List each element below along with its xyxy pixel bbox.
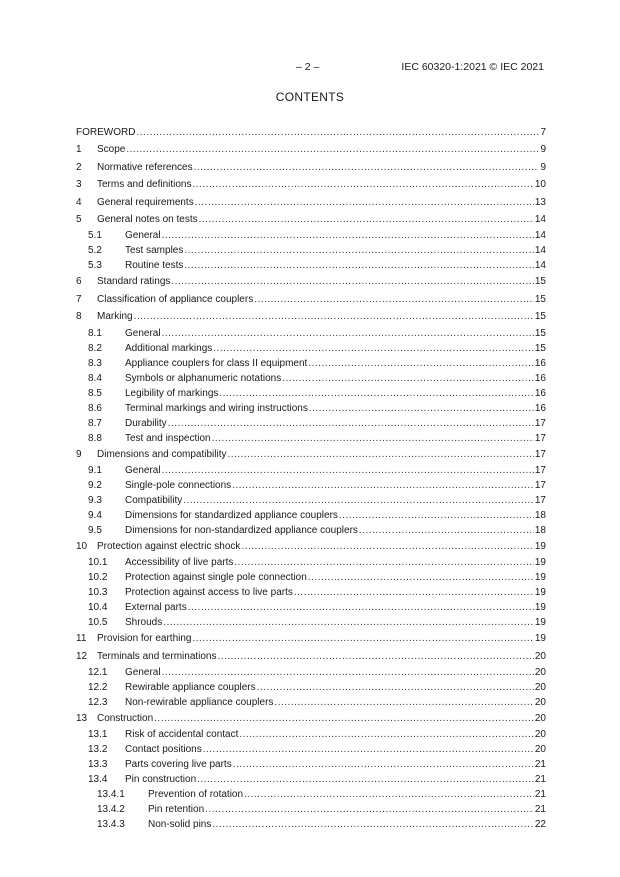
toc-entry-label: General: [125, 667, 161, 679]
toc-entry[interactable]: [76, 665, 546, 680]
toc-entry[interactable]: [76, 508, 546, 523]
toc-entry-page: 14: [534, 230, 546, 242]
toc-leader-dots: [184, 258, 534, 273]
toc-entry-label: Terms and definitions: [97, 179, 192, 191]
toc-leader-dots: [162, 463, 534, 478]
toc-entry-label: Accessibility of live parts: [125, 557, 234, 569]
toc-leader-dots: [183, 493, 534, 508]
toc-entry-number: 10.3: [88, 587, 108, 599]
toc-entry-number: 8.4: [88, 372, 102, 384]
toc-leader-dots: [309, 401, 534, 416]
toc-entry-number: 12.1: [88, 667, 108, 679]
toc-entry[interactable]: [76, 401, 546, 416]
toc-entry-page: 15: [534, 311, 546, 323]
toc-entry[interactable]: [76, 538, 546, 555]
toc-entry[interactable]: [76, 695, 546, 710]
toc-leader-dots: [184, 243, 534, 258]
toc-entry[interactable]: [76, 630, 546, 647]
toc-entry[interactable]: [76, 680, 546, 695]
toc-leader-dots: [218, 648, 534, 665]
toc-entry-page: 20: [534, 667, 546, 679]
toc-leader-dots: [282, 371, 534, 386]
toc-entry-label: Dimensions and compatibility: [97, 448, 227, 460]
toc-entry-label: Risk of accidental contact: [125, 729, 239, 741]
toc-entry-page: 15: [534, 327, 546, 339]
toc-entry-page: 15: [534, 342, 546, 354]
toc-entry-number: 8.2: [88, 342, 102, 354]
toc-entry-number: 11: [76, 633, 87, 645]
toc-entry-page: 14: [534, 260, 546, 272]
toc-entry[interactable]: [76, 772, 546, 787]
toc-leader-dots: [212, 431, 534, 446]
toc-entry[interactable]: [76, 742, 546, 757]
toc-entry-label: General: [125, 230, 161, 242]
toc-entry-page: 19: [534, 572, 546, 584]
toc-entry-label: Additional markings: [125, 342, 213, 354]
toc-entry[interactable]: [76, 326, 546, 341]
toc-entry-page: 20: [534, 729, 546, 741]
toc-entry-label: Shrouds: [125, 617, 163, 629]
toc-entry-number: 8.5: [88, 387, 102, 399]
toc-entry-number: 10.1: [88, 557, 108, 569]
toc-entry[interactable]: [76, 523, 546, 538]
toc-leader-dots: [136, 124, 539, 141]
toc-entry-label: Standard ratings: [97, 276, 171, 288]
standard-reference: IEC 60320-1:2021 © IEC 2021: [401, 61, 544, 73]
toc-entry-page: 19: [534, 602, 546, 614]
toc-entry[interactable]: [76, 570, 546, 585]
toc-entry-number: 5: [76, 213, 82, 225]
toc-entry[interactable]: [76, 710, 546, 727]
toc-entry-number: 5.2: [88, 245, 102, 257]
toc-leader-dots: [244, 787, 534, 802]
toc-entry-page: 19: [534, 540, 546, 552]
toc-entry-page: 20: [534, 650, 546, 662]
toc-entry[interactable]: [76, 615, 546, 630]
toc-entry-page: 18: [534, 524, 546, 536]
toc-entry-number: 13: [76, 713, 88, 725]
toc-entry-page: 22: [534, 819, 546, 831]
toc-entry-label: General requirements: [97, 196, 194, 208]
toc-entry[interactable]: [76, 258, 546, 273]
toc-leader-dots: [359, 523, 534, 538]
toc-entry-label: Rewirable appliance couplers: [125, 682, 256, 694]
toc-entry-number: 3: [76, 179, 82, 191]
toc-entry-page: 21: [534, 774, 546, 786]
toc-entry-page: 9: [540, 161, 546, 173]
toc-entry-page: 20: [534, 682, 546, 694]
toc-entry-page: 9: [540, 144, 546, 156]
toc-entry[interactable]: [76, 787, 546, 802]
toc-entry[interactable]: [76, 817, 546, 832]
toc-leader-dots: [162, 665, 534, 680]
toc-entry-page: 13: [534, 196, 546, 208]
toc-entry-label: Legibility of markings: [125, 387, 219, 399]
toc-leader-dots: [162, 228, 534, 243]
toc-entry-label: Normative references: [97, 161, 193, 173]
toc-entry-number: 13.4: [88, 774, 108, 786]
toc-leader-dots: [154, 710, 534, 727]
toc-entry-label: Protection against electric shock: [97, 540, 241, 552]
toc-entry[interactable]: [76, 141, 546, 158]
toc-entry-number: 10.4: [88, 602, 108, 614]
toc-entry[interactable]: [76, 600, 546, 615]
toc-leader-dots: [213, 341, 534, 356]
toc-entry-number: 13.1: [88, 729, 108, 741]
toc-leader-dots: [188, 600, 534, 615]
toc-entry-number: 6: [76, 276, 82, 288]
toc-entry-number: 10: [76, 540, 88, 552]
toc-entry-number: 10.2: [88, 572, 108, 584]
toc-entry[interactable]: [76, 555, 546, 570]
toc-entry[interactable]: [76, 416, 546, 431]
toc-entry[interactable]: [76, 386, 546, 401]
toc-entry[interactable]: [76, 371, 546, 386]
toc-entry-number: 13.3: [88, 759, 108, 771]
toc-entry-page: 16: [534, 357, 546, 369]
toc-entry-label: Test samples: [125, 245, 184, 257]
toc-entry-page: 17: [534, 494, 546, 506]
toc-entry-page: 14: [534, 213, 546, 225]
toc-leader-dots: [339, 508, 534, 523]
page-title: CONTENTS: [275, 90, 345, 104]
toc-entry-page: 15: [534, 276, 546, 288]
toc-leader-dots: [126, 141, 539, 158]
toc-entry-label: Construction: [97, 713, 154, 725]
toc-entry[interactable]: [76, 727, 546, 742]
toc-leader-dots: [162, 326, 534, 341]
toc-leader-dots: [294, 585, 534, 600]
toc-entry-label: Terminals and terminations: [97, 650, 217, 662]
toc-entry-label: Provision for earthing: [97, 633, 192, 645]
toc-entry-number: 4: [76, 196, 82, 208]
toc-entry[interactable]: [76, 243, 546, 258]
toc-entry-label: Scope: [97, 144, 126, 156]
toc-entry-number: 5.3: [88, 260, 102, 272]
toc-entry-label: Test and inspection: [125, 432, 211, 444]
toc-entry-number: 9.5: [88, 524, 102, 536]
toc-entry-label: Symbols or alphanumeric notations: [125, 372, 282, 384]
toc-leader-dots: [193, 176, 534, 193]
toc-leader-dots: [212, 817, 534, 832]
toc-leader-dots: [219, 386, 534, 401]
toc-entry-page: 16: [534, 387, 546, 399]
toc-entry[interactable]: [76, 585, 546, 600]
toc-leader-dots: [228, 446, 534, 463]
toc-entry[interactable]: [76, 802, 546, 817]
toc-entry-label: Compatibility: [125, 494, 183, 506]
toc-entry-number: 8.6: [88, 402, 102, 414]
toc-entry-label: Non-solid pins: [148, 819, 212, 831]
toc-entry-page: 20: [534, 744, 546, 756]
toc-entry-page: 17: [534, 464, 546, 476]
toc-entry[interactable]: [76, 273, 546, 290]
toc-entry[interactable]: [76, 648, 546, 665]
toc-entry-label: Parts covering live parts: [125, 759, 232, 771]
toc-entry-label: Pin retention: [148, 804, 205, 816]
page-header: [0, 61, 620, 75]
toc-entry-label: General: [125, 464, 161, 476]
toc-entry-label: FOREWORD: [76, 127, 136, 138]
toc-entry-number: 12: [76, 650, 88, 662]
toc-entry-page: 17: [534, 479, 546, 491]
toc-entry-label: Classification of appliance couplers: [97, 293, 254, 305]
toc-entry-page: 10: [534, 179, 546, 191]
toc-entry-number: 10.5: [88, 617, 108, 629]
toc-entry-number: 9.1: [88, 464, 102, 476]
toc-entry-page: 17: [534, 448, 546, 460]
toc-entry-label: External parts: [125, 602, 187, 614]
toc-entry-label: Protection against access to live parts: [125, 587, 293, 599]
toc-leader-dots: [205, 802, 534, 817]
toc-entry-page: 19: [534, 617, 546, 629]
toc-entry-page: 21: [534, 759, 546, 771]
toc-entry[interactable]: [76, 757, 546, 772]
toc-leader-dots: [232, 478, 534, 493]
toc-entry-page: 16: [534, 372, 546, 384]
toc-entry-number: 13.4.3: [97, 819, 125, 831]
toc-entry-number: 13.2: [88, 744, 108, 756]
toc-entry-label: General notes on tests: [97, 213, 198, 225]
toc-entry-number: 8.3: [88, 357, 102, 369]
toc-leader-dots: [308, 356, 534, 371]
toc-entry-number: 13.4.2: [97, 804, 125, 816]
toc-leader-dots: [308, 570, 534, 585]
toc-entry[interactable]: [76, 211, 546, 228]
toc-entry[interactable]: [76, 478, 546, 493]
toc-entry[interactable]: [76, 228, 546, 243]
toc-leader-dots: [197, 772, 534, 787]
toc-entry-page: 19: [534, 633, 546, 645]
toc-entry[interactable]: [76, 159, 546, 176]
toc-entry[interactable]: [76, 176, 546, 193]
toc-leader-dots: [257, 680, 534, 695]
toc-entry-label: Routine tests: [125, 260, 184, 272]
toc-entry-label: Terminal markings and wiring instructions: [125, 402, 308, 414]
toc-entry[interactable]: [76, 124, 546, 141]
toc-entry-label: Dimensions for non-standardized appliance couplers: [125, 524, 358, 536]
toc-entry-number: 8: [76, 311, 82, 323]
toc-leader-dots: [194, 159, 540, 176]
toc-entry-label: General: [125, 327, 161, 339]
toc-entry-number: 2: [76, 161, 82, 173]
toc-entry[interactable]: [76, 291, 546, 308]
toc-leader-dots: [274, 695, 533, 710]
toc-entry-number: 8.1: [88, 327, 102, 339]
table-of-contents: [76, 124, 546, 832]
toc-leader-dots: [195, 194, 534, 211]
toc-entry-page: 14: [534, 245, 546, 257]
toc-entry-label: Non-rewirable appliance couplers: [125, 697, 274, 709]
toc-entry-page: 19: [534, 557, 546, 569]
toc-entry-number: 8.8: [88, 432, 102, 444]
toc-entry-page: 17: [534, 432, 546, 444]
toc-entry-label: Appliance couplers for class II equipment: [125, 357, 308, 369]
toc-leader-dots: [193, 630, 534, 647]
toc-leader-dots: [168, 416, 534, 431]
toc-entry-page: 17: [534, 417, 546, 429]
toc-entry-page: 16: [534, 402, 546, 414]
toc-entry-label: Single-pole connections: [125, 479, 232, 491]
toc-leader-dots: [134, 308, 534, 325]
toc-entry[interactable]: [76, 194, 546, 211]
toc-entry-label: Dimensions for standardized appliance couplers: [125, 509, 338, 521]
toc-entry-number: 8.7: [88, 417, 102, 429]
toc-leader-dots: [233, 757, 534, 772]
toc-entry-label: Durability: [125, 417, 167, 429]
toc-entry-number: 9.3: [88, 494, 102, 506]
toc-entry[interactable]: [76, 463, 546, 478]
toc-entry-page: 21: [534, 804, 546, 816]
toc-leader-dots: [241, 538, 533, 555]
toc-entry-page: 20: [534, 697, 546, 709]
toc-entry-page: 7: [540, 127, 546, 138]
toc-leader-dots: [234, 555, 534, 570]
toc-entry-label: Contact positions: [125, 744, 202, 756]
toc-leader-dots: [171, 273, 533, 290]
toc-entry-page: 20: [534, 713, 546, 725]
toc-entry-number: 12.2: [88, 682, 108, 694]
page-number: – 2 –: [296, 61, 320, 73]
toc-entry[interactable]: [76, 308, 546, 325]
toc-entry[interactable]: [76, 341, 546, 356]
toc-leader-dots: [254, 291, 534, 308]
toc-entry-label: Marking: [97, 311, 133, 323]
toc-entry-page: 21: [534, 789, 546, 801]
toc-leader-dots: [163, 615, 534, 630]
toc-entry[interactable]: [76, 356, 546, 371]
toc-entry-page: 15: [534, 293, 546, 305]
toc-entry-number: 9: [76, 448, 82, 460]
toc-entry-number: 9.4: [88, 509, 102, 521]
toc-leader-dots: [203, 742, 534, 757]
toc-entry-number: 1: [76, 144, 82, 156]
toc-entry-page: 18: [534, 509, 546, 521]
toc-entry-page: 19: [534, 587, 546, 599]
toc-entry-number: 13.4.1: [97, 789, 125, 801]
toc-entry-number: 5.1: [88, 230, 102, 242]
toc-leader-dots: [239, 727, 533, 742]
toc-entry[interactable]: [76, 446, 546, 463]
toc-entry-label: Pin construction: [125, 774, 197, 786]
toc-entry-number: 7: [76, 293, 82, 305]
toc-entry-number: 12.3: [88, 697, 108, 709]
toc-entry-number: 9.2: [88, 479, 102, 491]
toc-entry-label: Prevention of rotation: [148, 789, 244, 801]
toc-entry[interactable]: [76, 493, 546, 508]
toc-leader-dots: [199, 211, 534, 228]
toc-entry-label: Protection against single pole connection: [125, 572, 307, 584]
toc-entry[interactable]: [76, 431, 546, 446]
